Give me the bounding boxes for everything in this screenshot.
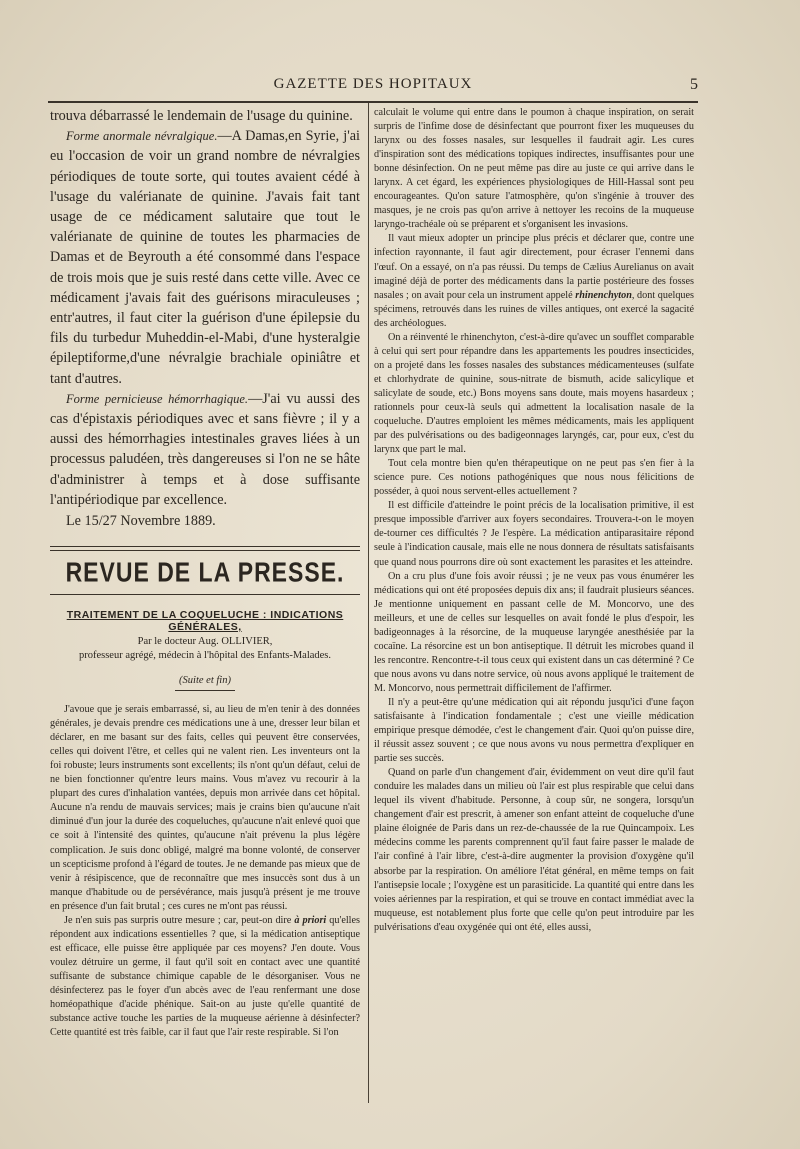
paragraph-quinine: trouva débarrassé le lendemain de l'usage du quinine. [50,108,353,124]
article-author: Par le docteur Aug. OLLIVIER, [137,636,273,648]
text-forme-nevralgique: —A Damas,en Syrie, j'ai eu l'occasion de voir un grand nombre de névralgies périodiques de toute sorte, qui toutes avaient cédé à l'usage du valérianate de quinine. J'avais fait tant usage de ce médicament salutaire que tout le valérianate de quinine de toutes les pharmacies de Damas et de Beyrouth a été consommé dans l'espace de trois mois que je suis resté dans cette ville. Avec ce médicament j'avais fait des guérisons miraculeuses ; entr'autres, il faut citer la guérison d'une épilepsie du fils du turbedur Muheddin-el-Mabi, d'une hysteralgie épileptiforme,d'une névralgie brachiale opiniâtre et tant d'autres. [50,128,360,387]
article-paragraph: On a réinventé le rhinenchyton, c'est-à-dire qu'avec un soufflet comparable à celui qui sert pour répandre dans les appartements les poudres insecticides, on a projeté dans les fosses nasales des substances médicamenteuses (sulfate et chlorhydrate de quinine, sous-nitrate de bismuth, acide salicylique et salicylate de soude, etc.) Bons moyens sans doute, mais moyens hasardeux ; rationnels pour ceux-là seuls qui admettent la localisation nasale de la coqueluche. D'autres emploient les mêmes médicaments, mais les appliquent par des pulvérisations ou des badigeonnages laryngés, car, pour eux, c'est du larynx que part le mal. [374,331,694,456]
article-paragraph: Il n'y a peut-être qu'une médication qui ait répondu jusqu'ici d'une façon satisfaisante à l'indication fondamentale ; c'est une vieille médication empirique presque démodée, c'est le changement d'air. Quoi qu'on puisse dire, il réussit assez souvent ; ce que nous avons vu nous permettra d'expliquer en partie ses succès. [374,696,694,765]
text-forme-pernicieuse: —J'ai vu aussi des cas d'épistaxis périodiques avec et sans fièvre ; il y a aussi des hémorrhagies intestinales graves liées à un processus paludéen, très dangereuses si l'on ne se hâte d'administrer à temps et à dose suffisante l'antipériodique par excellence. [50,390,361,508]
article-suite: (Suite et fin) [179,675,231,687]
article-paragraph: Il vaut mieux adopter un principe plus précis et déclarer que, contre une infection rayonnante, il faut agir directement, pour écraser l'ennemi dans l'œuf. On a essayé, on n'a pas réussi. Du temps de Cælius Aurelianus on avait imaginé déjà de porter des médicaments dans la partie postérieure des fosses nasales ; on avait pour cela un instrument appelé rhinenchyton, dont quelques spécimens, retrouvés dans les ruines de villes antiques, ont exercé la sagacité des archéologues. [374,233,694,329]
previous-article-end [50,106,360,532]
article-paragraph: Il est difficile d'atteindre le point précis de la localisation primitive, il est presque impossible d'arriver aux foyers secondaires. Trouvera-t-on le moyen de-tourner ces difficultés ? Je l'espère. La médication antiparasitaire répond seule à l'indication causale, mais elle ne nous donnera de résultats satisfaisants que quand nous pourrons dire où sont exactement les parasites et les atteindre. [374,500,694,568]
article-paragraph: J'avoue que je serais embarrassé, si, au lieu de m'en tenir à des données générales, je devais prendre ces médications une à une, dresser leur bilan et déclarer, en me basant sur des faits, celles qui peuvent être conservées, celles qui doivent l'être, et celles qui ne valent rien. Les inventeurs ont la foi robuste; leurs instruments sont excellents; ils n'ont qu'un défaut, celui de ne bien fonctionner qu'entre leurs mains. Vous m'avez vu recourir à la plupart des cures d'inhalation vantées, depuis mon arrivée dans cet hôpital. Aucune n'a rendu de mauvais services; mais je crains bien qu'aucune n'ait diminué d'un jour la durée des coqueluches, qu'aucune n'ait enlevé quoi que ce soit à l'intensité des quintes, qu'aucune n'ait prévenu la plus légère complication. Je suis donc obligé, malgré ma bonne volonté, de conserver un scepticisme profond à l'égard de toutes. Je ne demande pas mieux que de venir à résipiscence, que de reconnaître que mes insuccès sont dus à un manque d'habitude ou de persévérance, mais jusqu'à présent je me trouve en présence d'un fait brutal ; ces cures ne m'ont pas réussi. [50,704,360,912]
page-header [48,76,698,98]
page-number: 5 [690,76,698,93]
section-double-rule [50,546,360,551]
paragraph-forme-pernicieuse [50,389,360,510]
article-paragraph: Quand on parle d'un changement d'air, évidemment on veut dire qu'il faut conduire les malades dans un milieu où l'air est plus respirable que celui dans lequel ils vivent d'habitude. Personne, à coup sûr, ne songera, lorsqu'un changement d'air est prescrit, à amener son enfant atteint de coqueluche d'une plaine éloignée de Paris dans un rez-de-chaussée de la rue Quincampoix. Les médecins comme les parents comprennent qu'il faut faire passer le malade de l'air confiné à l'air libre, c'est-à-dire augmenter la provision d'oxygène qu'il absorbe par la respiration. On améliore l'état général, en même temps on fait l'antisepsie locale ; l'oxygène est un parasiticide. La quantité qui entre dans les voies aériennes par la respiration, et qui se trouve en contact immédiat avec la muqueuse, est notablement plus forte que celle qu'on peut introduire par les pulvérisations d'eau oxygénée qui ont été, elles aussi, [374,767,694,933]
article-paragraph: On a cru plus d'une fois avoir réussi ; je ne veux pas vous énumérer les médications qui ont été proposées depuis dix ans; il faudrait plusieurs séances. Je mentionne uniquement en passant celle de M. Moncorvo, une des meilleurs, et une de celles sur lesquelles on avait fondé le plus d'espoir, les badigeonnages à la résorcine, de la muqueuse laryngée anesthésiée par la cocaïne. La résorcine est un bon antiseptique. Il détruit les microbes quand il les rencontre. Rencontre-t-il tous ceux qui existent dans un cas déterminé ? Ce que nous avons vu dans notre service, où nous avons appliqué le traitement de M. Moncorvo, nous permettrait difficilement de l'affirmer. [374,570,694,694]
article-paragraph: Je n'en suis pas surpris outre mesure ; car, peut-on dire à priori qu'elles répondent aux indications essentielles ? que, si la médication antiseptique est efficace, elle puisse être appliquée par ces moyens? J'en doute. Vous voulez détruire un germe, il faut qu'il soit en contact avec une quantité suffisante de substance chimique capable de le désorganiser. Vous ne désinfecterez pas le foyer d'un abcès avec de l'eau renfermant une dose homéopathique d'acide phénique. Sait-on au juste qu'elle quantité de substance active touche les parties de la muqueuse aérienne à désinfecter? Cette quantité est très faible, car il faut que l'air reste respirable. Si l'on [50,914,360,1039]
article-paragraph: calculait le volume qui entre dans le poumon à chaque inspiration, on serait surpris de l'infime dose de désinfectant que pourront fixer les muqueuses du larynx ou des fosses nasales, sur lesquelles il faudrait agir. Les cures d'inspiration sont des médications topiques indirectes, insuffisantes pour une bonne désinfection. On ne peut même pas dire au juste ce qui arrive dans le larynx. A cet égard, les expériences physiologiques de Hill-Hassal sont peu encourageantes. Qu'on sature l'atmosphère, qu'on s'ingénie à trouver des masques, je ne crois pas qu'on arrive à nettoyer les recoins de la muqueuse laryngo-trachéale où se préparent et s'organisent les invasions. [374,107,694,231]
article-paragraph: Tout cela montre bien qu'en thérapeutique on ne peut pas s'en fier à la science pure. Ces notions pathogéniques que nous nous félicitions de posséder, à quoi nous servent-elles actuellement ? [374,458,694,498]
header-title: GAZETTE DES HOPITAUX [273,76,473,92]
paragraph-forme-nevralgique [50,126,360,389]
subheading-forme-nevralgique: Forme anormale névralgique. [66,129,218,144]
left-column [50,106,360,1040]
column-divider [368,103,369,1103]
article-body-left [50,703,360,1040]
article-author-title: professeur agrégé, médecin à l'hôpital des Enfants-Malades. [78,650,332,662]
section-title: REVUE DE LA PRESSE. [65,556,345,588]
article-short-rule [175,690,235,691]
right-column [374,106,694,935]
subheading-forme-pernicieuse: Forme pernicieuse hémorrhagique. [66,391,249,406]
date-line: Le 15/27 Novembre 1889. [66,513,216,530]
section-rule [50,594,360,595]
header-rule [48,101,698,103]
emphasis-a-priori: à priori [294,914,327,926]
article-title: TRAITEMENT DE LA COQUELUCHE : INDICATIONS GÉNÉRALES, [66,609,344,634]
emphasis-rhinenchyton: rhinenchyton [575,289,632,301]
